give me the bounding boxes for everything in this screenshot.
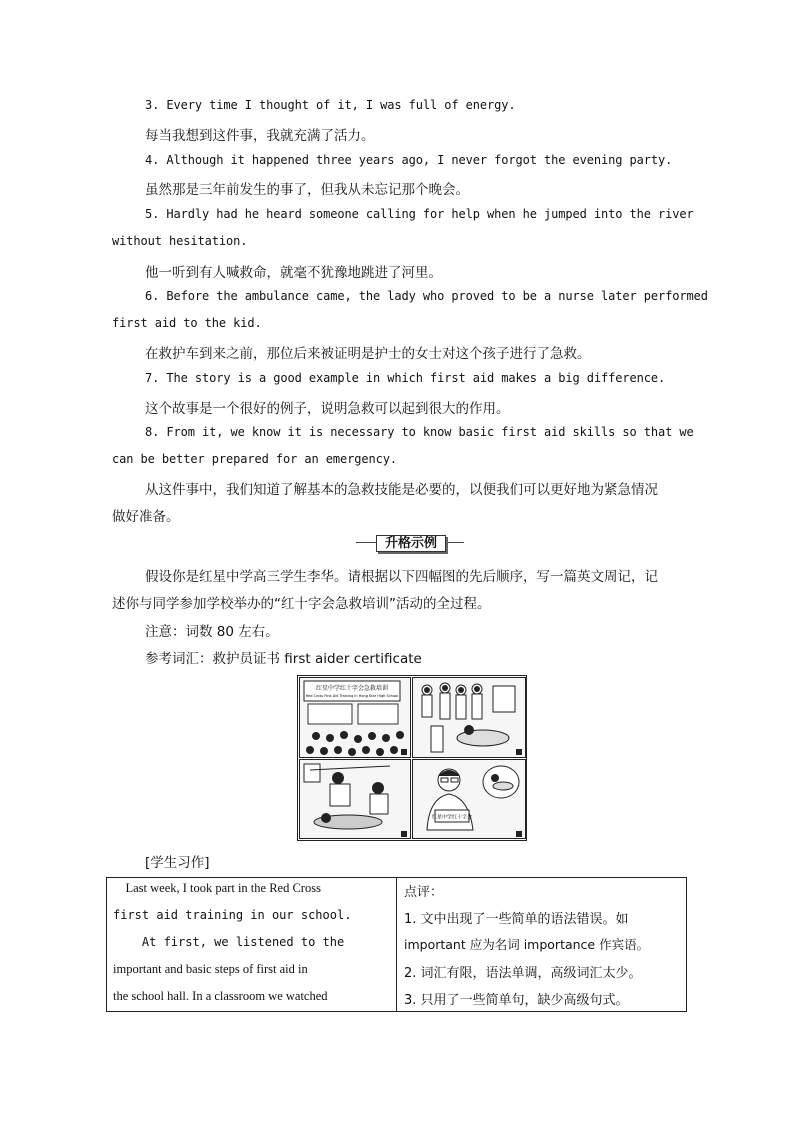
comment-1-cont: important 应为名词 importance 作宾语。 [404,937,650,952]
lecture-scene-illustration [300,678,410,757]
panel-1-corner-mark [401,749,407,755]
sentence-5-en-line2: without hesitation. [112,234,248,248]
task-note: 注意：词数 80 左右。 [145,624,279,640]
sentence-4-zh: 虽然那是三年前发生的事了，但我从未忘记那个晚会。 [145,182,469,198]
table-divider [396,878,397,1011]
certificate-scene-illustration [413,760,525,838]
sentence-7-zh: 这个故事是一个很好的例子，说明急救可以起到很大的作用。 [145,401,510,417]
sentence-3-zh: 每当我想到这件事，我就充满了活力。 [145,128,375,144]
writing-review-table [106,877,687,1012]
student-line-2: first aid training in our school. [113,908,352,922]
comic-illustration [297,675,527,841]
sentence-3-en: 3. Every time I thought of it, I was full of energy. [145,98,516,112]
comment-1: 1. 文中出现了一些简单的语法错误。如 [404,912,629,927]
comic-panel-3 [299,759,411,839]
comic-panel-2 [412,677,526,758]
task-line1: 假设你是红星中学高三学生李华。请根据以下四幅图的先后顺序，写一篇英文周记，记 [145,569,658,585]
certificate-label: 红星中学红十字会 [431,814,473,821]
sentence-5-zh: 他一听到有人喊救命，就毫不犹豫地跳进了河里。 [145,265,442,281]
comic-panel-4 [412,759,526,839]
panel-2-corner-mark [516,749,522,755]
sentence-4-en: 4. Although it happened three years ago, I never forgot the evening party. [145,153,673,167]
comic-panel-1 [299,677,411,758]
comic-banner-en: Red Cross First Aid Training in Hong Star High School [305,694,399,698]
sentence-8-en-line1: 8. From it, we know it is necessary to know basic first aid skills so that we [145,425,694,439]
sentence-8-zh-line2: 做好准备。 [112,509,180,525]
student-line-1: Last week, I took part in the Red Cross [113,881,321,895]
sentence-8-en-line2: can be better prepared for an emergency. [112,452,397,466]
sentence-6-zh: 在救护车到来之前，那位后来被证明是护士的女士对这个孩子进行了急救。 [145,346,591,362]
comment-3: 3. 只用了一些简单句，缺少高级句式。 [404,993,629,1008]
sentence-6-en-line1: 6. Before the ambulance came, the lady who proved to be a nurse later performed [145,289,708,303]
student-line-3: At first, we listened to the [113,935,345,949]
sentence-5-en-line1: 5. Hardly had he heard someone calling for help when he jumped into the river [145,207,694,221]
comment-heading: 点评： [404,885,444,900]
student-line-5: the school hall. In a classroom we watched [113,989,328,1003]
comment-2: 2. 词汇有限，语法单调，高级词汇太少。 [404,966,642,981]
panel-4-corner-mark [516,831,522,837]
task-vocab: 参考词汇：救护员证书 first aider certificate [145,651,422,667]
task-line2: 述你与同学参加学校举办的“红十字会急救培训”活动的全过程。 [112,596,491,612]
sentence-6-en-line2: first aid to the kid. [112,316,262,330]
comic-banner-zh: 红星中学红十字会急救培训 [315,685,389,692]
student-line-4: important and basic steps of first aid in [113,962,308,976]
demonstration-scene-illustration [413,678,525,757]
sentence-8-zh-line1: 从这件事中，我们知道了解基本的急救技能是必要的，以便我们可以更好地为紧急情况 [145,482,658,498]
sentence-7-en: 7. The story is a good example in which first aid makes a big difference. [145,371,666,385]
student-writing-label: [学生习作] [145,855,210,871]
practice-scene-illustration [300,760,410,838]
banner-title: 升格示例 [376,535,446,552]
panel-3-corner-mark [401,831,407,837]
section-banner [356,535,464,551]
